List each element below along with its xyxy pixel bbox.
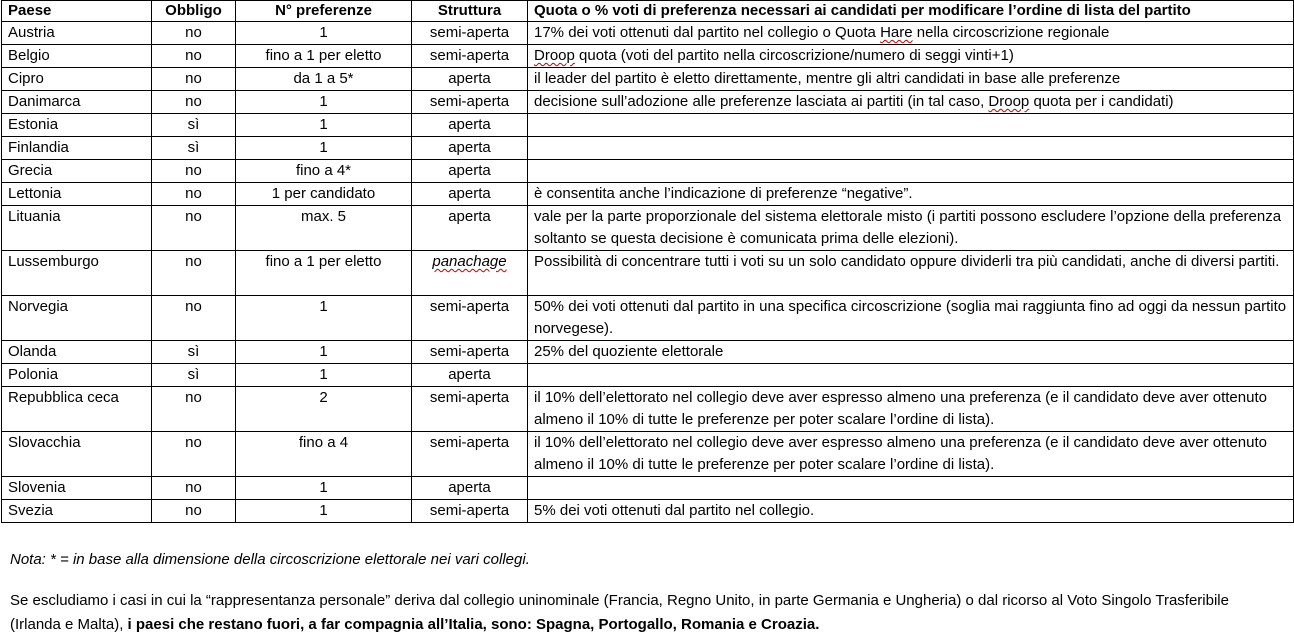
cell-obbligo-text: no xyxy=(185,70,202,87)
cell-paese-text: Estonia xyxy=(8,116,59,133)
table-row xyxy=(2,91,1294,114)
cell-preferenze xyxy=(236,341,412,364)
cell-quota xyxy=(528,432,1294,477)
cell-struttura xyxy=(412,206,528,251)
table-row xyxy=(2,45,1294,68)
cell-obbligo-text: no xyxy=(185,185,202,202)
cell-preferenze xyxy=(236,91,412,114)
cell-preferenze xyxy=(236,160,412,183)
quota-text: 50% dei voti ottenuti dal partito in una specifica circoscrizione (soglia mai raggiunta fino ad oggi da nessun partito norvegese). xyxy=(534,298,1287,337)
cell-obbligo-text: sì xyxy=(187,343,200,360)
cell-struttura xyxy=(412,68,528,91)
table-row xyxy=(2,251,1294,296)
cell-paese xyxy=(2,45,152,68)
cell-preferenze-text: 1 xyxy=(319,298,328,315)
cell-struttura-text: aperta xyxy=(448,208,491,225)
cell-obbligo xyxy=(152,477,236,500)
cell-obbligo xyxy=(152,387,236,432)
header-preferenze: N° preferenze xyxy=(236,1,412,22)
cell-preferenze-text: 1 per candidato xyxy=(271,185,376,202)
cell-obbligo-text: sì xyxy=(187,366,200,383)
table-row xyxy=(2,387,1294,432)
cell-paese xyxy=(2,68,152,91)
quota-text: Possibilità di concentrare tutti i voti su un solo candidato oppure dividerli tra più candidati, anche di diversi partiti. xyxy=(534,253,1280,270)
cell-quota xyxy=(528,206,1294,251)
cell-preferenze-text: 1 xyxy=(319,116,328,133)
cell-obbligo-text: no xyxy=(185,298,202,315)
cell-paese-text: Lituania xyxy=(8,208,61,225)
cell-obbligo xyxy=(152,500,236,523)
cell-struttura xyxy=(412,114,528,137)
cell-obbligo-text: no xyxy=(185,47,202,64)
cell-preferenze xyxy=(236,45,412,68)
cell-preferenze-text: 1 xyxy=(319,139,328,156)
cell-obbligo-text: no xyxy=(185,389,202,406)
cell-obbligo-text: no xyxy=(185,208,202,225)
cell-obbligo xyxy=(152,432,236,477)
cell-paese-text: Polonia xyxy=(8,366,59,383)
quota-text: il leader del partito è eletto direttamente, mentre gli altri candidati in base alle preferenze xyxy=(534,70,1121,87)
cell-paese-text: Danimarca xyxy=(8,93,81,110)
table-row xyxy=(2,432,1294,477)
cell-struttura xyxy=(412,137,528,160)
table-row xyxy=(2,500,1294,523)
cell-quota xyxy=(528,22,1294,45)
cell-obbligo-text: no xyxy=(185,434,202,451)
cell-obbligo-text: sì xyxy=(187,139,200,156)
cell-paese xyxy=(2,477,152,500)
cell-preferenze-text: da 1 a 5* xyxy=(293,70,354,87)
cell-preferenze-text: fino a 4* xyxy=(295,162,352,179)
cell-quota xyxy=(528,477,1294,500)
quota-text: decisione sull’adozione alle preferenze lasciata ai partiti (in tal caso, xyxy=(534,93,989,110)
cell-obbligo xyxy=(152,22,236,45)
cell-obbligo-text: no xyxy=(185,162,202,179)
cell-paese-text: Austria xyxy=(8,24,55,41)
cell-preferenze xyxy=(236,114,412,137)
cell-struttura xyxy=(412,160,528,183)
cell-struttura-text: semi-aperta xyxy=(429,24,510,41)
cell-struttura-text: aperta xyxy=(448,162,491,179)
cell-paese-text: Finlandia xyxy=(8,139,69,156)
quota-text: quota per i candidati) xyxy=(1029,93,1174,110)
cell-preferenze-text: 1 xyxy=(319,343,328,360)
cell-struttura-text: semi-aperta xyxy=(429,343,510,360)
cell-obbligo xyxy=(152,137,236,160)
cell-obbligo xyxy=(152,91,236,114)
cell-struttura xyxy=(412,251,528,296)
cell-struttura-text: semi-aperta xyxy=(429,298,510,315)
cell-preferenze xyxy=(236,296,412,341)
cell-preferenze xyxy=(236,477,412,500)
table-row xyxy=(2,477,1294,500)
cell-paese-text: Slovacchia xyxy=(8,434,81,451)
quota-text: 5% dei voti ottenuti dal partito nel collegio. xyxy=(534,502,815,519)
cell-paese-text: Svezia xyxy=(8,502,54,519)
cell-obbligo-text: sì xyxy=(187,116,200,133)
cell-obbligo-text: no xyxy=(185,502,202,519)
cell-struttura xyxy=(412,364,528,387)
cell-paese xyxy=(2,91,152,114)
cell-paese-text: Lussemburgo xyxy=(8,253,99,270)
cell-obbligo xyxy=(152,183,236,206)
quota-term-text: Hare xyxy=(880,24,913,41)
cell-struttura xyxy=(412,387,528,432)
cell-quota xyxy=(528,45,1294,68)
cell-quota xyxy=(528,160,1294,183)
cell-struttura-text: aperta xyxy=(448,479,491,496)
cell-preferenze-text: fino a 1 per eletto xyxy=(265,47,382,64)
table-row xyxy=(2,183,1294,206)
cell-struttura xyxy=(412,22,528,45)
table-row xyxy=(2,364,1294,387)
table-header-row xyxy=(2,1,1294,22)
cell-struttura-text: aperta xyxy=(448,366,491,383)
header-paese: Paese xyxy=(2,1,152,22)
table-row xyxy=(2,68,1294,91)
cell-paese xyxy=(2,432,152,477)
cell-paese xyxy=(2,387,152,432)
cell-preferenze-text: 1 xyxy=(319,93,328,110)
cell-paese xyxy=(2,341,152,364)
cell-quota xyxy=(528,91,1294,114)
quota-text: è consentita anche l’indicazione di preferenze “negative”. xyxy=(534,185,913,202)
cell-obbligo-text: no xyxy=(185,93,202,110)
cell-obbligo xyxy=(152,296,236,341)
paragraph-bold-text: i paesi che restano fuori, a far compagnia all’Italia, sono: Spagna, Portogallo, Romania e Croazia. xyxy=(127,616,820,633)
cell-struttura xyxy=(412,296,528,341)
quota-term-text: Droop xyxy=(534,47,575,64)
cell-preferenze xyxy=(236,364,412,387)
table-row xyxy=(2,114,1294,137)
cell-preferenze xyxy=(236,22,412,45)
cell-paese xyxy=(2,114,152,137)
cell-struttura-text: aperta xyxy=(448,185,491,202)
cell-paese xyxy=(2,160,152,183)
cell-preferenze-text: 1 xyxy=(319,479,328,496)
paragraph-text: Se escludiamo i casi in cui la “rappresentanza personale” deriva dal collegio uninominale (Francia, Regno Unito, in parte Germania e Ungheria) o dal ricorso al Voto Singolo Trasferibile (Irlanda e Malta), xyxy=(10,592,1229,633)
cell-struttura xyxy=(412,477,528,500)
cell-quota xyxy=(528,251,1294,296)
quota-text: nella circoscrizione regionale xyxy=(912,24,1110,41)
cell-obbligo-text: no xyxy=(185,479,202,496)
cell-paese-text: Norvegia xyxy=(8,298,69,315)
cell-preferenze-text: 2 xyxy=(319,389,328,406)
table-row xyxy=(2,341,1294,364)
cell-quota xyxy=(528,500,1294,523)
cell-quota xyxy=(528,387,1294,432)
cell-paese-text: Cipro xyxy=(8,70,44,87)
cell-preferenze-text: max. 5 xyxy=(300,208,346,225)
cell-paese xyxy=(2,183,152,206)
cell-paese xyxy=(2,251,152,296)
cell-obbligo xyxy=(152,160,236,183)
cell-preferenze xyxy=(236,387,412,432)
cell-obbligo-text: no xyxy=(185,253,202,270)
cell-struttura-text: semi-aperta xyxy=(429,389,510,406)
cell-obbligo xyxy=(152,364,236,387)
cell-struttura-text: aperta xyxy=(448,70,491,87)
cell-preferenze xyxy=(236,251,412,296)
cell-obbligo-text: no xyxy=(185,24,202,41)
cell-quota xyxy=(528,114,1294,137)
cell-struttura xyxy=(412,183,528,206)
cell-struttura xyxy=(412,45,528,68)
cell-struttura-text: aperta xyxy=(448,116,491,133)
cell-obbligo xyxy=(152,251,236,296)
cell-struttura xyxy=(412,341,528,364)
cell-paese-text: Repubblica ceca xyxy=(8,389,119,406)
quota-text: quota (voti del partito nella circoscrizione/numero di seggi vinti+1) xyxy=(574,47,1014,64)
cell-quota xyxy=(528,68,1294,91)
preference-voting-table xyxy=(1,0,1294,523)
cell-struttura-text: semi-aperta xyxy=(429,47,510,64)
cell-paese-text: Grecia xyxy=(8,162,53,179)
cell-struttura-text: panachage xyxy=(432,253,507,270)
header-obbligo: Obbligo xyxy=(152,1,236,22)
cell-obbligo xyxy=(152,341,236,364)
cell-paese-text: Olanda xyxy=(8,343,57,360)
cell-paese-text: Lettonia xyxy=(8,185,62,202)
cell-obbligo xyxy=(152,114,236,137)
header-struttura: Struttura xyxy=(412,1,528,22)
cell-paese xyxy=(2,206,152,251)
cell-preferenze xyxy=(236,432,412,477)
cell-paese xyxy=(2,364,152,387)
quota-text: il 10% dell’elettorato nel collegio deve aver espresso almeno una preferenza (e il candidato deve aver ottenuto almeno il 10% di tutte le preferenze per poter scalare l’ordine di lista). xyxy=(534,389,1267,428)
cell-paese-text: Slovenia xyxy=(8,479,66,496)
quota-term-text: Droop xyxy=(988,93,1030,110)
cell-paese xyxy=(2,137,152,160)
cell-preferenze xyxy=(236,500,412,523)
cell-quota xyxy=(528,341,1294,364)
cell-quota xyxy=(528,296,1294,341)
table-row xyxy=(2,160,1294,183)
table-row xyxy=(2,22,1294,45)
cell-obbligo xyxy=(152,206,236,251)
cell-struttura xyxy=(412,432,528,477)
cell-struttura-text: semi-aperta xyxy=(429,434,510,451)
cell-preferenze-text: 1 xyxy=(319,366,328,383)
cell-obbligo xyxy=(152,45,236,68)
cell-struttura xyxy=(412,500,528,523)
table-row xyxy=(2,296,1294,341)
body-paragraph xyxy=(10,589,1280,637)
cell-preferenze xyxy=(236,137,412,160)
cell-struttura xyxy=(412,91,528,114)
cell-struttura-text: semi-aperta xyxy=(429,502,510,519)
table-note: Nota: * = in base alla dimensione della circoscrizione elettorale nei vari collegi. xyxy=(10,551,530,568)
cell-quota xyxy=(528,137,1294,160)
cell-preferenze xyxy=(236,68,412,91)
cell-struttura-text: semi-aperta xyxy=(429,93,510,110)
cell-quota xyxy=(528,364,1294,387)
cell-struttura-text: aperta xyxy=(448,139,491,156)
header-quota: Quota o % voti di preferenza necessari ai candidati per modificare l’ordine di lista del partito xyxy=(528,1,1294,22)
cell-paese xyxy=(2,22,152,45)
quota-text: 17% dei voti ottenuti dal partito nel collegio o Quota xyxy=(534,24,881,41)
quota-text: vale per la parte proporzionale del sistema elettorale misto (i partiti possono escludere l’opzione della preferenza soltanto se questa decisione è comunicata prima delle elezioni). xyxy=(534,208,1282,247)
cell-preferenze xyxy=(236,183,412,206)
cell-obbligo xyxy=(152,68,236,91)
cell-quota xyxy=(528,183,1294,206)
table-row xyxy=(2,137,1294,160)
table-row xyxy=(2,206,1294,251)
cell-preferenze-text: 1 xyxy=(319,24,328,41)
cell-preferenze xyxy=(236,206,412,251)
cell-preferenze-text: 1 xyxy=(319,502,328,519)
cell-preferenze-text: fino a 4 xyxy=(298,434,349,451)
cell-paese-text: Belgio xyxy=(8,47,50,64)
quota-text: 25% del quoziente elettorale xyxy=(534,343,724,360)
cell-paese xyxy=(2,500,152,523)
quota-text: il 10% dell’elettorato nel collegio deve aver espresso almeno una preferenza (e il candidato deve aver ottenuto almeno il 10% di tutte le preferenze per poter scalare l’ordine di lista). xyxy=(534,434,1267,473)
cell-paese xyxy=(2,296,152,341)
cell-preferenze-text: fino a 1 per eletto xyxy=(265,253,382,270)
